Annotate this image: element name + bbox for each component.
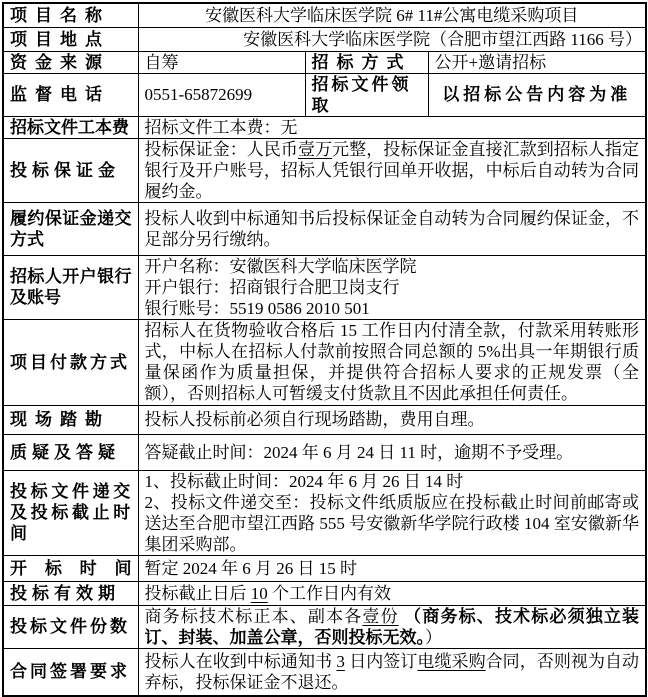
submission-address-line: 2、投标文件递交至：投标文件纸质版应在投标截止时间前邮寄或送达至合肥市望江西路 555 号安徽新华学院行政楼 104 室安徽新华集团采购部。 — [144, 492, 640, 554]
table-row — [3, 581, 646, 605]
label-contract-signing: 合同签署要求 — [3, 648, 138, 696]
validity-text: 个工作日内有效 — [267, 583, 391, 603]
copies-text: 商务标技术标正本、副本各 — [144, 606, 363, 626]
value-site-visit: 投标人投标前必须自行现场踏勘，费用自理。 — [138, 405, 646, 434]
label-doc-pickup: 招标文件领取 — [305, 73, 428, 116]
value-inquiry: 答疑截止时间：2024 年 6 月 24 日 11 时，逾期不予受理。 — [138, 434, 646, 470]
bank-account-name-line: 开户名称：安徽医科大学临床医学院 — [144, 256, 417, 276]
label-doc-fee: 招标文件工本费 — [3, 116, 138, 138]
copies-bold-note: （商务标、技术标必须独立装订、封装、加盖公章，否则投标无效。 — [144, 606, 640, 647]
label-funding-source: 资金来源 — [3, 51, 138, 73]
value-submission-deadline — [138, 470, 646, 555]
bid-deposit-text: 投标保证金：人民币 — [144, 139, 298, 159]
label-performance-bond: 履约保证金递交方式 — [3, 202, 138, 255]
table-row — [3, 405, 646, 434]
label-bid-deposit: 投标保证金 — [3, 138, 138, 202]
value-copies — [138, 605, 646, 648]
table-row — [3, 138, 646, 202]
label-inquiry: 质疑及答疑 — [3, 434, 138, 470]
value-bank-account — [138, 255, 646, 319]
bank-name-line: 开户银行：招商银行合肥卫岗支行 — [144, 277, 400, 297]
table-row — [3, 605, 646, 648]
value-bid-deposit — [138, 138, 646, 202]
value-project-location: 安徽医科大学临床医学院（合肥市望江西路 1166 号） — [138, 27, 646, 51]
table-row — [3, 3, 646, 27]
value-performance-bond: 投标人收到中标通知书后投标保证金自动转为合同履约保证金，不足部分另行缴纳。 — [138, 202, 646, 255]
value-bid-validity — [138, 581, 646, 605]
value-bid-method: 公开+邀请招标 — [428, 51, 646, 73]
table-row — [3, 319, 646, 405]
value-contract-signing — [138, 648, 646, 696]
table-row — [3, 648, 646, 696]
label-payment-method: 项目付款方式 — [3, 319, 138, 405]
label-site-visit: 现场踏勘 — [3, 405, 138, 434]
value-opening-time: 暂定 2024 年 6 月 26 日 15 时 — [138, 555, 646, 581]
bank-number-line: 银行账号：5519 0586 2010 501 — [144, 298, 370, 318]
value-payment-method: 招标人在货物验收合格后 15 工作日内付清全款，付款采用转账形式，中标人在招标人付款前按照合同总额的 5%出具一年期银行质量保函作为质量担保，并提供符合招标人要求的正规发票（全额），否则招标人可暂缓支付货款且不因此承担任何责任。 — [138, 319, 646, 405]
label-bid-validity: 投标有效期 — [3, 581, 138, 605]
table-row — [3, 555, 646, 581]
label-project-location: 项目地点 — [3, 27, 138, 51]
value-doc-pickup: 以招标公告内容为准 — [428, 73, 646, 116]
value-supervision-phone: 0551-65872699 — [138, 73, 305, 116]
table-row — [3, 470, 646, 555]
value-funding-source: 自筹 — [138, 51, 305, 73]
table-row — [3, 27, 646, 51]
contract-subject-underlined: 电缆采购 — [417, 651, 486, 671]
submission-deadline-line: 1、投标截止时间：2024 年 6 月 26 日 14 时 — [144, 471, 464, 491]
bid-deposit-amount-underlined: 壹万 — [298, 139, 333, 159]
table-row — [3, 255, 646, 319]
contract-text: 投标人在收到中标通知书 — [144, 651, 337, 671]
table-row — [3, 73, 646, 116]
contract-text: 合同，否则视为自动弃标，投标保证金不退还。 — [144, 651, 640, 692]
label-project-name: 项目名称 — [3, 3, 138, 27]
label-bank-account: 招标人开户银行及账号 — [3, 255, 138, 319]
contract-days-underlined: 3 — [336, 651, 345, 671]
contract-text: 日内签订 — [344, 651, 418, 671]
label-bid-method: 招标方式 — [305, 51, 428, 73]
value-project-name: 安徽医科大学临床医学院 6# 11#公寓电缆采购项目 — [138, 3, 646, 27]
table-row — [3, 116, 646, 138]
bid-deposit-text: 元整，投标保证金直接汇款到招标人指定银行及开户账号，招标人凭银行回单开收据，中标后自动转为合同履约金。 — [144, 139, 640, 201]
label-copies: 投标文件份数 — [3, 605, 138, 648]
table-row — [3, 434, 646, 470]
value-doc-fee: 招标文件工本费：无 — [138, 116, 646, 138]
copies-close-paren: ） — [425, 627, 442, 647]
table-row — [3, 202, 646, 255]
table-row — [3, 51, 646, 73]
label-opening-time: 开标时间 — [3, 555, 138, 581]
label-submission-deadline: 投标文件递交及投标截止时间 — [3, 470, 138, 555]
label-supervision-phone: 监督电话 — [3, 73, 138, 116]
validity-text: 投标截止日后 — [144, 583, 251, 603]
copies-count-underlined: 壹份 — [362, 606, 399, 626]
validity-days-underlined: 10 — [250, 583, 268, 603]
tender-info-table — [2, 2, 647, 697]
